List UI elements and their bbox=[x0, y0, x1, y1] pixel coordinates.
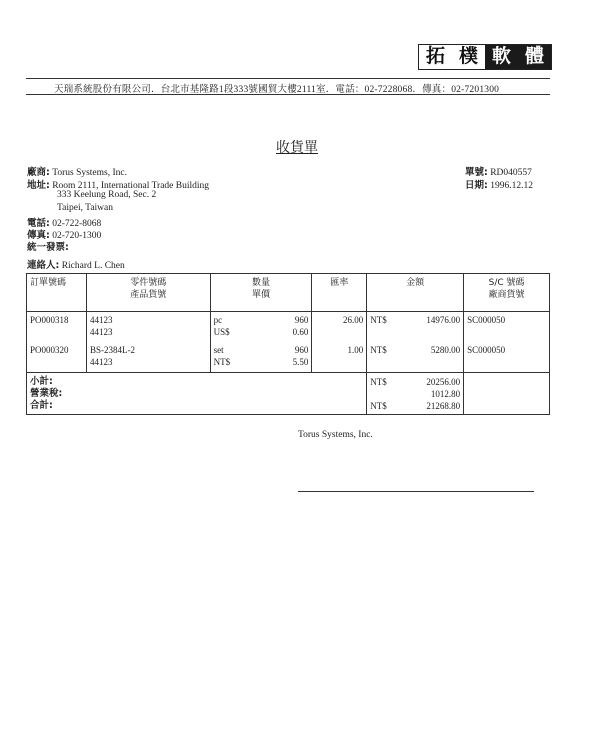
tax-label: 營業稅: bbox=[30, 388, 63, 399]
total-currency: NT$ bbox=[370, 401, 387, 411]
table-row bbox=[27, 342, 550, 373]
total-value: 21268.80 bbox=[426, 401, 461, 411]
row1-amount-currency: NT$ bbox=[370, 315, 387, 325]
contact-label: 連絡人: bbox=[27, 260, 60, 271]
col-sc-no: S/C 號碼 bbox=[488, 278, 525, 288]
company-logo bbox=[418, 44, 552, 70]
address-label: 地址: bbox=[27, 180, 50, 191]
subtotal-value: 20256.00 bbox=[426, 377, 461, 387]
total-label: 合計: bbox=[30, 400, 53, 411]
doc-number bbox=[465, 164, 532, 178]
tax-value: 1012.80 bbox=[430, 389, 461, 399]
vendor-name: Torus Systems, Inc. bbox=[52, 168, 127, 178]
signature-line bbox=[298, 491, 534, 492]
row1-part-no: 44123 bbox=[89, 315, 113, 325]
logo-char-4: 體 bbox=[518, 45, 551, 69]
doc-date-value: 1996.12.12 bbox=[490, 181, 533, 191]
row2-part-no: BS-2384L-2 bbox=[89, 345, 135, 355]
logo-char-3: 軟 bbox=[485, 45, 518, 69]
vendor-label: 廠商: bbox=[27, 167, 50, 178]
address-line-2: 333 Keelung Road, Sec. 2 bbox=[57, 190, 157, 200]
row2-amount-currency: NT$ bbox=[370, 345, 387, 355]
doc-date-label: 日期: bbox=[465, 180, 488, 191]
row1-order-no: PO000318 bbox=[30, 315, 69, 325]
fax-value: 02-720-1300 bbox=[52, 231, 102, 241]
col-rate: 匯率 bbox=[330, 278, 349, 288]
col-order-no: 訂單號碼 bbox=[30, 278, 67, 288]
col-product-no: 產品貨號 bbox=[130, 290, 167, 300]
row1-unit: pc bbox=[213, 315, 223, 325]
row2-amount: 5280.00 bbox=[430, 345, 461, 355]
totals-row bbox=[27, 373, 550, 415]
address-line-3: Taipei, Taiwan bbox=[57, 203, 114, 213]
logo-char-2: 樸 bbox=[452, 45, 485, 69]
logo-char-1: 拓 bbox=[419, 45, 452, 69]
company-address-line: 天瑞系統股份有限公司．台北市基隆路1段333號國貿大樓2111室．電話：02-7228068．傳真：02-7201300 bbox=[54, 85, 500, 95]
row1-unit-price: 0.60 bbox=[292, 326, 309, 337]
fax-label: 傳真: bbox=[27, 230, 50, 241]
table-header-row bbox=[27, 274, 550, 312]
row2-sc-no: SC000050 bbox=[467, 345, 506, 355]
col-vendor-item: 廠商貨號 bbox=[488, 290, 525, 300]
col-part-no: 零件號碼 bbox=[130, 278, 167, 288]
table-row bbox=[27, 312, 550, 343]
subtotal-label: 小計: bbox=[30, 376, 53, 387]
subtotal-currency: NT$ bbox=[370, 377, 387, 387]
col-unit-price: 單價 bbox=[251, 290, 270, 300]
row2-currency: NT$ bbox=[213, 356, 231, 367]
row1-rate: 26.00 bbox=[343, 315, 364, 325]
doc-date bbox=[465, 177, 533, 191]
document-title: 收貨單 bbox=[276, 140, 318, 156]
header-rule-bottom bbox=[26, 94, 550, 95]
row1-product-no: 44123 bbox=[89, 326, 113, 337]
row2-product-no: 44123 bbox=[89, 356, 113, 367]
contact-value: Richard L. Chen bbox=[61, 261, 125, 271]
receipt-table bbox=[26, 273, 550, 415]
row1-quantity: 960 bbox=[294, 315, 309, 325]
col-quantity: 數量 bbox=[251, 278, 270, 288]
doc-number-label: 單號: bbox=[465, 167, 488, 178]
doc-number-value: RD040557 bbox=[490, 168, 532, 178]
phone-label: 電話: bbox=[27, 218, 50, 229]
header-rule-top bbox=[26, 78, 550, 79]
row2-order-no: PO000320 bbox=[30, 345, 69, 355]
row2-unit: set bbox=[213, 345, 224, 355]
row2-unit-price: 5.50 bbox=[292, 356, 309, 367]
address-line-1: Room 2111, International Trade Building bbox=[52, 181, 210, 191]
row1-currency: US$ bbox=[213, 326, 230, 337]
col-amount: 金額 bbox=[406, 278, 425, 288]
phone-value: 02-722-8068 bbox=[52, 219, 102, 229]
row1-amount: 14976.00 bbox=[426, 315, 461, 325]
tax-id-label: 統一發票: bbox=[27, 242, 69, 253]
row2-quantity: 960 bbox=[294, 345, 309, 355]
row2-rate: 1.00 bbox=[347, 345, 364, 355]
row1-sc-no: SC000050 bbox=[467, 315, 506, 325]
signature-company: Torus Systems, Inc. bbox=[298, 430, 373, 440]
